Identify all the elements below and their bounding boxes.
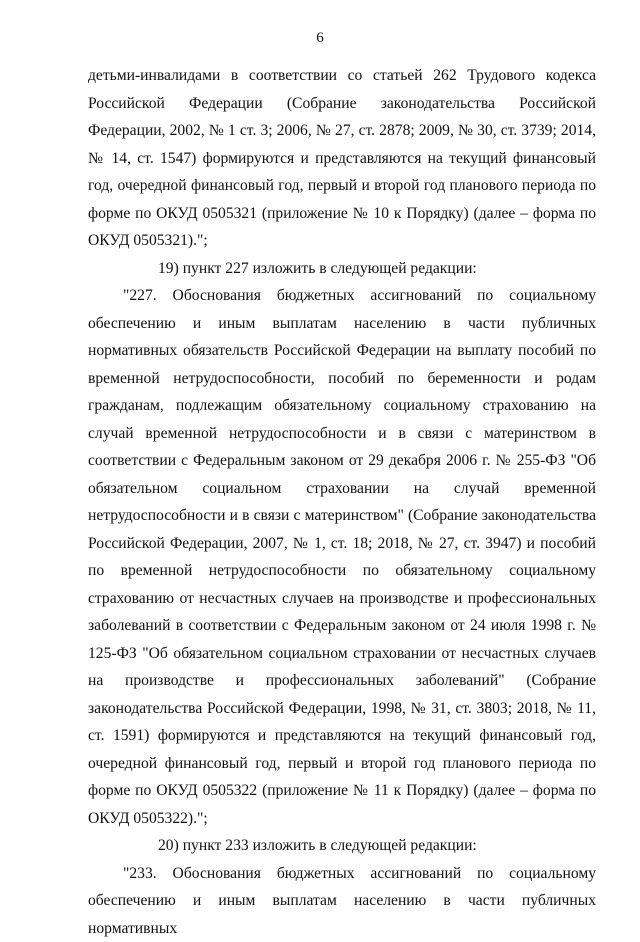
document-body <box>88 62 596 942</box>
item-number: 20) <box>123 832 179 860</box>
paragraph-item-20 <box>88 832 596 860</box>
paragraph-point-227: "227. Обоснования бюджетных ассигнований по социальному обеспечению и иным выплатам населению в части публичных нормативных обязательств Российской Федерации на выплату пособий по временной нетрудоспособности, пособий по беременности и родам гражданам, подлежащим обязательному социальному страхованию на случай временной нетрудоспособности и в связи с материнством в соответствии с Федеральным законом от 29 декабря 2006 г. № 255-ФЗ "Об обязательном социальном страховании на случай временной нетрудоспособности и в связи с материнством" (Собрание законодательства Российской Федерации, 2007, № 1, ст. 18; 2018, № 27, ст. 3947) и пособий по временной нетрудоспособности по обязательному социальному страхованию от несчастных случаев на производстве и профессиональных заболеваний в соответствии с Федеральным законом от 24 июля 1998 г. № 125-ФЗ "Об обязательном социальном страховании от несчастных случаев на производстве и профессиональных заболеваний" (Собрание законодательства Российской Федерации, 1998, № 31, ст. 3803; 2018, № 11, ст. 1591) формируются и представляются на текущий финансовый год, очередной финансовый год, первый и второй год планового периода по форме по ОКУД 0505322 (приложение № 11 к Порядку) (далее – форма по ОКУД 0505322)."; <box>88 282 596 832</box>
item-text: пункт 227 изложить в следующей редакции: <box>183 260 477 277</box>
item-number: 19) <box>123 255 179 283</box>
paragraph-item-19 <box>88 255 596 283</box>
item-text: пункт 233 изложить в следующей редакции: <box>183 837 477 854</box>
paragraph-continuation: детьми-инвалидами в соответствии со статьей 262 Трудового кодекса Российской Федерации (Собрание законодательства Российской Федерации, 2002, № 1 ст. 3; 2006, № 27, ст. 2878; 2009, № 30, ст. 3739; 2014, № 14, ст. 1547) формируются и представляются на текущий финансовый год, очередной финансовый год, первый и второй год планового периода по форме по ОКУД 0505321 (приложение № 10 к Порядку) (далее – форма по ОКУД 0505321)."; <box>88 62 596 255</box>
paragraph-point-233: "233. Обоснования бюджетных ассигнований по социальному обеспечению и иным выплатам населению в части публичных нормативных <box>88 860 596 942</box>
page-number: 6 <box>0 30 640 47</box>
